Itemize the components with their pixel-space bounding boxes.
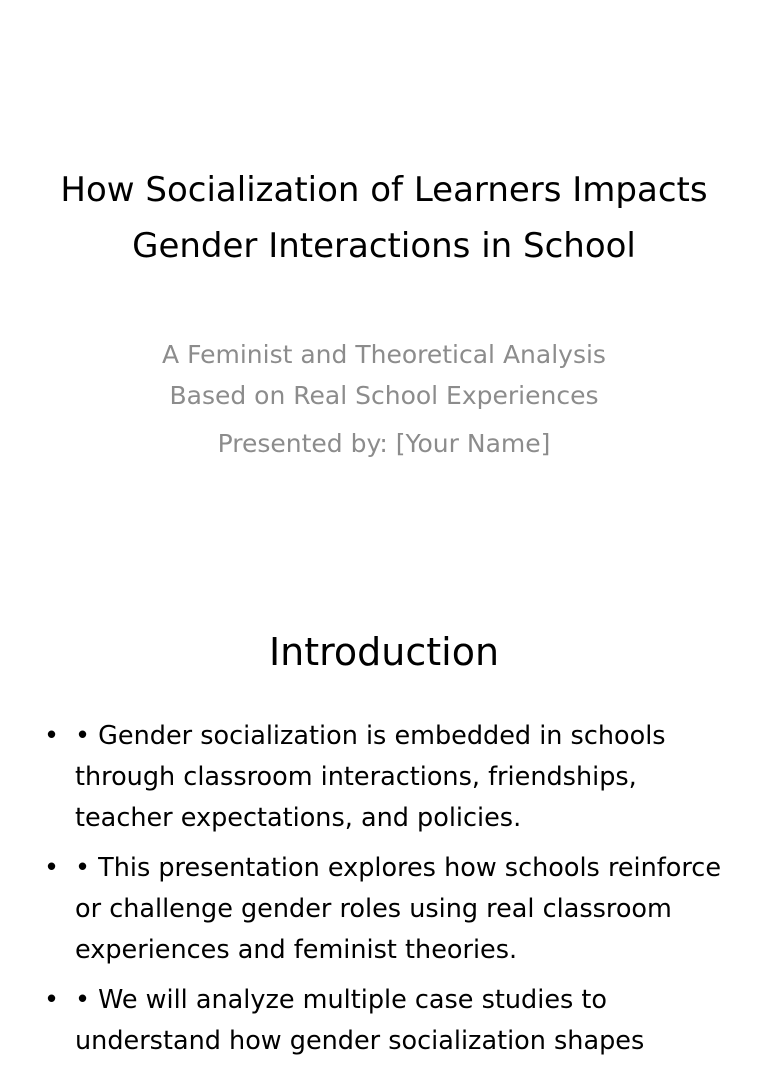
introduction-title: Introduction [268, 630, 500, 674]
bullet-list [40, 716, 730, 1071]
slide-subtitle [40, 334, 728, 464]
slide-title: How Socialization of Learners Impacts Gender Interactions in School [60, 170, 708, 266]
bullet-text: • This presentation explores how schools reinforce or challenge gender roles using real classroom experiences and feminist theories. [75, 853, 722, 965]
bullet-marker: • [44, 985, 60, 1015]
bullet-marker: • [44, 721, 60, 751]
presenter-line: Presented by: [Your Name] [217, 429, 551, 458]
bullet-marker: • [44, 853, 60, 883]
bullet-item [40, 848, 730, 971]
bullet-item [40, 716, 730, 839]
bullet-text: • Gender socialization is embedded in schools through classroom interactions, friendships, teacher expectations, and policies. [75, 721, 666, 833]
introduction-slide [0, 576, 768, 1056]
bullet-item [40, 980, 730, 1062]
bullet-text: • We will analyze multiple case studies to understand how gender socialization shapes [75, 985, 645, 1056]
subtitle-line-2: Based on Real School Experiences [169, 381, 599, 410]
subtitle-line-1: A Feminist and Theoretical Analysis [162, 340, 606, 369]
